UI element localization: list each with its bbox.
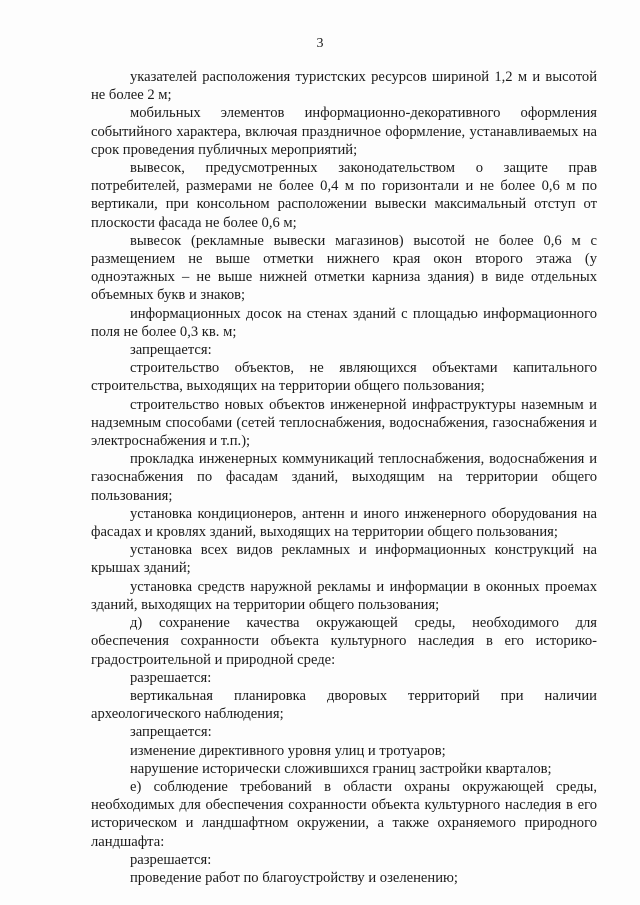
paragraph: установка кондиционеров, антенн и иного инженерного оборудования на фасадах и кровлях зданий, выходящих на территории общего пользования; xyxy=(91,505,597,541)
paragraph: информационных досок на стенах зданий с площадью информационного поля не более 0,3 кв. м; xyxy=(91,305,597,340)
paragraph: установка средств наружной рекламы и информации в оконных проемах зданий, выходящих на территории общего пользования; xyxy=(91,578,597,613)
page-number: 3 xyxy=(316,36,324,51)
paragraph: проведение работ по благоустройству и озеленению; xyxy=(130,869,458,886)
paragraph: разрешается: xyxy=(130,851,212,868)
paragraph: указателей расположения туристских ресурсов шириной 1,2 м и высотой не более 2 м; xyxy=(91,69,597,104)
paragraph: нарушение исторически сложившихся границ застройки кварталов; xyxy=(130,760,552,777)
paragraph: д) сохранение качества окружающей среды, необходимого для обеспечения сохранности объекта культурного наследия в его историко-градостроительной и природной среде: xyxy=(91,615,597,668)
document-body xyxy=(91,68,597,887)
paragraph: установка всех видов рекламных и информационных конструкций на крышах зданий; xyxy=(91,542,597,577)
paragraph: мобильных элементов информационно-декоративного оформления событийного характера, включая праздничное оформление, устанавливаемых на срок проведения публичных мероприятий; xyxy=(91,105,597,158)
paragraph: прокладка инженерных коммуникаций теплоснабжения, водоснабжения и газоснабжения по фасадам зданий, выходящим на территории общего пользования; xyxy=(91,451,597,504)
paragraph: запрещается: xyxy=(130,342,212,359)
paragraph: разрешается: xyxy=(130,669,212,686)
paragraph: вывесок, предусмотренных законодательством о защите прав потребителей, размерами не более 0,4 м по горизонтали и не более 0,6 м по вертикали, при консольном расположении вывески максимальный отступ от плоскости фасада не более 0,6 м; xyxy=(91,160,597,231)
paragraph: изменение директивного уровня улиц и тротуаров; xyxy=(130,742,446,759)
paragraph: вертикальная планировка дворовых территорий при наличии археологического наблюдения; xyxy=(91,687,597,723)
paragraph: вывесок (рекламные вывески магазинов) высотой не более 0,6 м с размещением не выше отметки нижнего края окон второго этажа (у одноэтажных – не выше нижней отметки карниза здания) в виде отдельных объемных букв и знаков; xyxy=(91,232,597,304)
paragraph: е) соблюдение требований в области охраны окружающей среды, необходимых для обеспечения сохранности объекта культурного наследия в его историческом и ландшафтном окружении, а также охраняемого природного ландшафта: xyxy=(91,778,597,850)
paragraph: запрещается: xyxy=(130,724,212,741)
paragraph: строительство новых объектов инженерной инфраструктуры наземным и надземным способами (сетей теплоснабжения, водоснабжения, газоснабжения и электроснабжения и т.п.); xyxy=(91,396,597,450)
paragraph: строительство объектов, не являющихся объектами капитального строительства, выходящих на территории общего пользования; xyxy=(91,360,597,395)
